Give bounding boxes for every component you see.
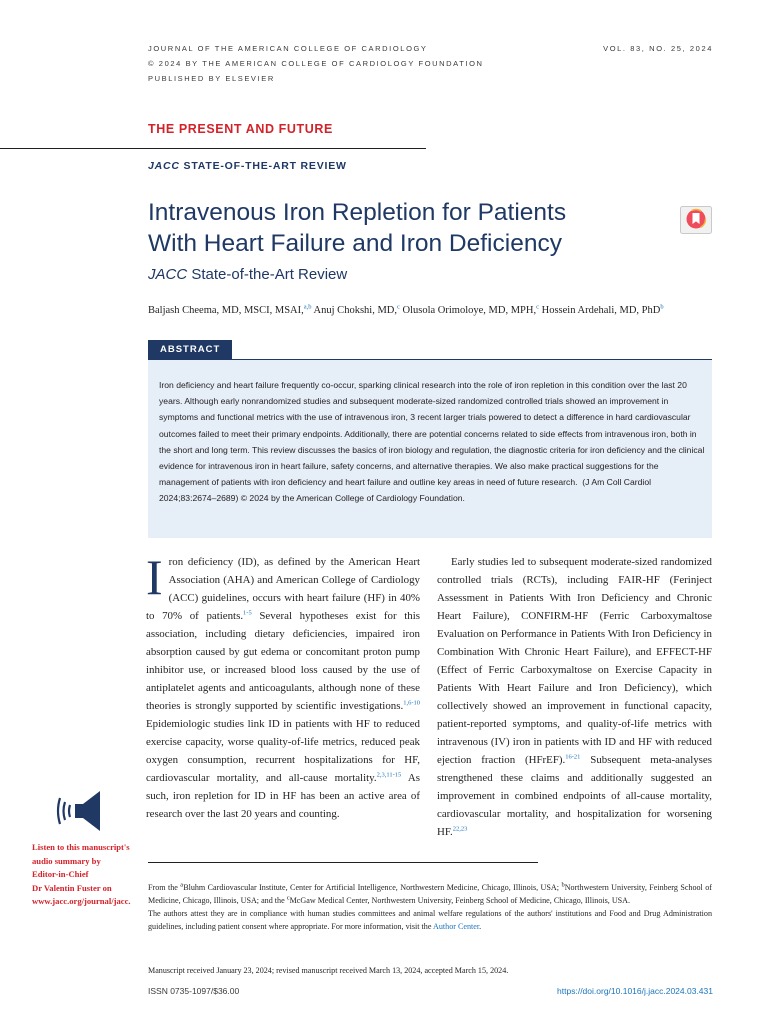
abstract-rule	[148, 359, 712, 360]
manuscript-dates: Manuscript received January 23, 2024; revised manuscript received March 13, 2024, accepted March 15, 2024.	[148, 966, 509, 975]
author-name: Baljash Cheema, MD, MSCI, MSAI,	[148, 305, 304, 316]
reference-link[interactable]: 2,3,11-15	[376, 771, 402, 779]
abstract-label: ABSTRACT	[148, 340, 232, 360]
affiliations-footnote: From the $^a$Bluhm Cardiovascular Institute, Center for Artificial Intelligence, Northwestern Medicine, Chicago, Illinois, USA; $^b$Northwestern University, Feinberg School of Medicine, Chicago, Illinois, USA; and the $^c$McGaw Medical Center, Northwestern University, Feinberg School of Medicine, Chicago, Illinois, USA. The authors attest they are in compliance with human studies committees and animal welfare regulations of the authors' institutions and Food and Drug Administration guidelines, including patient consent where appropriate. For more information, visit the Author Center.	[148, 881, 712, 931]
section-label: THE PRESENT AND FUTURE	[148, 122, 333, 136]
article-subtitle: JACC State-of-the-Art Review	[148, 266, 348, 283]
volume-info: VOL. 83, NO. 25, 2024	[603, 44, 713, 53]
abstract-text: Iron deficiency and heart failure frequently co-occur, sparking clinical research into the role of iron repletion in this condition over the last 20 years. Although early nonrandomized studies and subsequent moderate-sized randomized controlled trials showed an improvement in symptoms and functional metrics with the use of intravenous iron, 3 recent larger trials powered to detect a difference in hard cardiovascular outcomes failed to meet their primary endpoints. Additionally, there are potential concerns related to side effects from intravenous iron, both in the short and long term. This review discusses the basics of iron biology and regulation, the diagnostic criteria for iron deficiency and the clinical evidence for intravenous iron in heart failure, safety concerns, and alternative therapies. We also make practical suggestions for the management of patients with iron deficiency and heart failure and outline key areas in need of future research. (J Am Coll Cardiol 2024;83:2674–2689) © 2024 by the American College of Cardiology Foundation.	[159, 380, 705, 504]
journal-name: JOURNAL OF THE AMERICAN COLLEGE OF CARDIOLOGY	[148, 44, 428, 53]
publisher-line: PUBLISHED BY ELSEVIER	[148, 74, 275, 83]
reference-link[interactable]: 22,23	[452, 825, 468, 833]
review-type-label: JACC STATE-OF-THE-ART REVIEW	[148, 160, 347, 172]
title-line-2: With Heart Failure and Iron Deficiency	[148, 230, 562, 257]
reference-link[interactable]: 1,6-10	[403, 699, 420, 707]
audio-speaker-icon[interactable]	[56, 788, 108, 834]
doi-link[interactable]: https://doi.org/10.1016/j.jacc.2024.03.431	[557, 986, 713, 996]
crossmark-icon[interactable]	[680, 206, 712, 234]
section-divider	[0, 148, 426, 149]
audio-summary-note: Listen to this manuscript's audio summary by Editor-in-Chief Dr Valentin Fuster on www.jacc.org/journal/jacc.	[32, 841, 144, 909]
author-center-link[interactable]: Author Center	[433, 922, 480, 931]
author-list: Baljash Cheema, MD, MSCI, MSAI,$^{a,b}$ Anuj Chokshi, MD,$^c$ Olusola Orimoloye, MD, MPH,$^c$ Hossein Ardehali, MD, PhD$^b$	[148, 303, 664, 316]
author-name: Hossein Ardehali, MD, PhD	[539, 305, 661, 316]
issn-price: ISSN 0735-1097/$36.00	[148, 986, 240, 996]
footnote-rule	[148, 862, 538, 863]
audio-summary-link[interactable]: www.jacc.org/journal/jacc.	[32, 896, 131, 906]
abstract-citation: (J Am Coll Cardiol 2024;83:2674–2689) © 2024 by the American College of Cardiology Foundation.	[159, 477, 652, 504]
author-name: Olusola Orimoloye, MD, MPH,	[399, 305, 537, 316]
author-name: Anuj Chokshi, MD,	[311, 305, 397, 316]
body-column-left: Iron deficiency (ID), as defined by the American Heart Association (AHA) and American College of Cardiology (ACC) guidelines, occurs with heart failure (HF) in 40% to 70% of patients.$^{1-5}$ Several hypotheses exist for this association, including dietary deficiencies, impaired iron absorption caused by gut edema or concomitant proton pump inhibitor use, or increased blood loss caused by the use of antiplatelet agents and anticoagulants, although none of these theories is strongly supported by scientific investigations.$^{1,6-10}$ Epidemiologic studies link ID in patients with HF to reduced exercise capacity, worse quality-of-life metrics, reduced peak oxygen consumption, recurrent hospitalizations for HF, cardiovascular mortality, and all-cause mortality.$^{2,3,11-15}$ As such, iron repletion for ID in HF has been an active area of research over the last 20 years and counting.	[146, 549, 420, 820]
article-title	[148, 197, 668, 259]
title-line-1: Intravenous Iron Repletion for Patients	[148, 199, 567, 226]
compliance-note: The authors attest they are in compliance with human studies committees and animal welfare regulations of the authors' institutions and Food and Drug Administration guidelines, including patient consent where appropriate. For more information, visit the Author Center.	[148, 909, 712, 931]
copyright-line: © 2024 BY THE AMERICAN COLLEGE OF CARDIOLOGY FOUNDATION	[148, 59, 484, 68]
body-column-right: Early studies led to subsequent moderate-sized randomized controlled trials (RCTs), including FAIR-HF (Ferinject Assessment in Patients With Iron Deficiency and Chronic Heart Failure), CONFIRM-HF (Ferric Carboxymaltose Evaluation on Performance in Patients With Iron Deficiency in Combination With Chronic Heart Failure), and EFFECT-HF (Effect of Ferric Carboxymaltose on Exercise Capacity in Patients With Heart Failure and Iron Deficiency), which collectively showed an improvement in functional capacity, patient-reported symptoms, and quality-of-life metrics with intravenous (IV) iron in patients with ID and HF with reduced ejection fraction (HFrEF).$^{16-21}$ Subsequent meta-analyses strengthened these claims and additionally suggested an improvement in combined endpoints of all-cause mortality, cardiovascular mortality, and hospitalization for worsening HF.$^{22,23}$	[437, 556, 712, 838]
drop-cap: I	[146, 549, 163, 605]
reference-link[interactable]: 1-5	[243, 609, 252, 617]
reference-link[interactable]: 16-21	[565, 753, 581, 761]
